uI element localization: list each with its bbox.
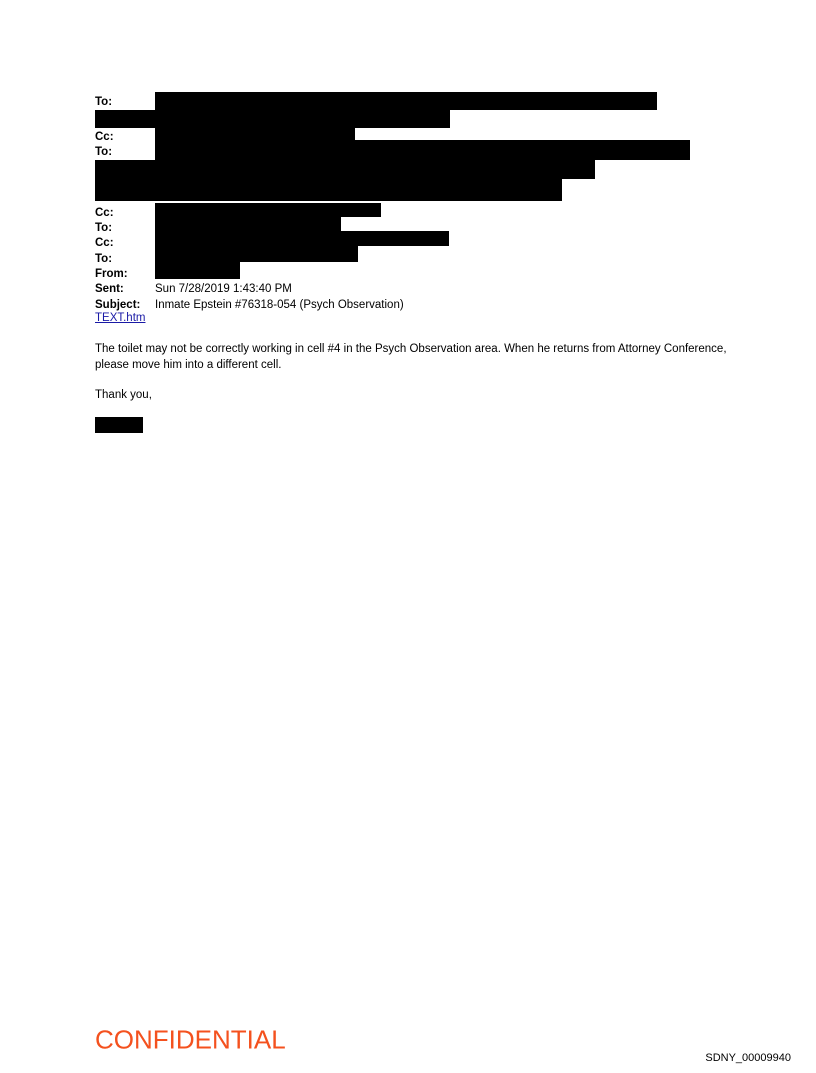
confidential-stamp: CONFIDENTIAL — [95, 1024, 286, 1055]
body-paragraph-1: The toilet may not be correctly working in cell #4 in the Psych Observation area. When he returns from Attorney Conference, please move him into a different cell. — [95, 343, 727, 371]
field-label-cc: Cc: — [95, 207, 114, 219]
field-label-subject: Subject: — [95, 299, 141, 311]
field-label-from: From: — [95, 268, 128, 280]
redaction-bar — [155, 262, 240, 279]
redaction-bar — [155, 203, 381, 217]
field-label-to: To: — [95, 96, 113, 108]
email-body — [95, 342, 735, 419]
redaction-bar — [467, 171, 562, 201]
field-label-sent: Sent: — [95, 283, 124, 295]
redaction-bar — [155, 140, 690, 160]
field-label-to: To: — [95, 146, 113, 158]
header-row-subject — [95, 298, 715, 313]
redaction-bar — [155, 92, 657, 110]
field-label-to: To: — [95, 253, 113, 265]
redaction-bar — [155, 231, 449, 246]
redaction-bar — [155, 217, 341, 231]
field-label-cc: Cc: — [95, 131, 114, 143]
attachment-link[interactable]: TEXT.htm — [95, 312, 146, 324]
field-value-sent: Sun 7/28/2019 1:43:40 PM — [155, 283, 292, 295]
bates-number: SDNY_00009940 — [705, 1052, 791, 1064]
redaction-bar — [95, 179, 467, 201]
redaction-bar — [95, 110, 450, 128]
header-row-sent — [95, 282, 715, 297]
redaction-bar — [155, 128, 355, 140]
redaction-bar-signature — [95, 417, 143, 433]
redaction-bar — [155, 246, 358, 262]
field-label-to: To: — [95, 222, 113, 234]
body-paragraph-2: Thank you, — [95, 389, 152, 401]
field-label-cc: Cc: — [95, 237, 114, 249]
field-value-subject: Inmate Epstein #76318-054 (Psych Observation) — [155, 299, 404, 311]
